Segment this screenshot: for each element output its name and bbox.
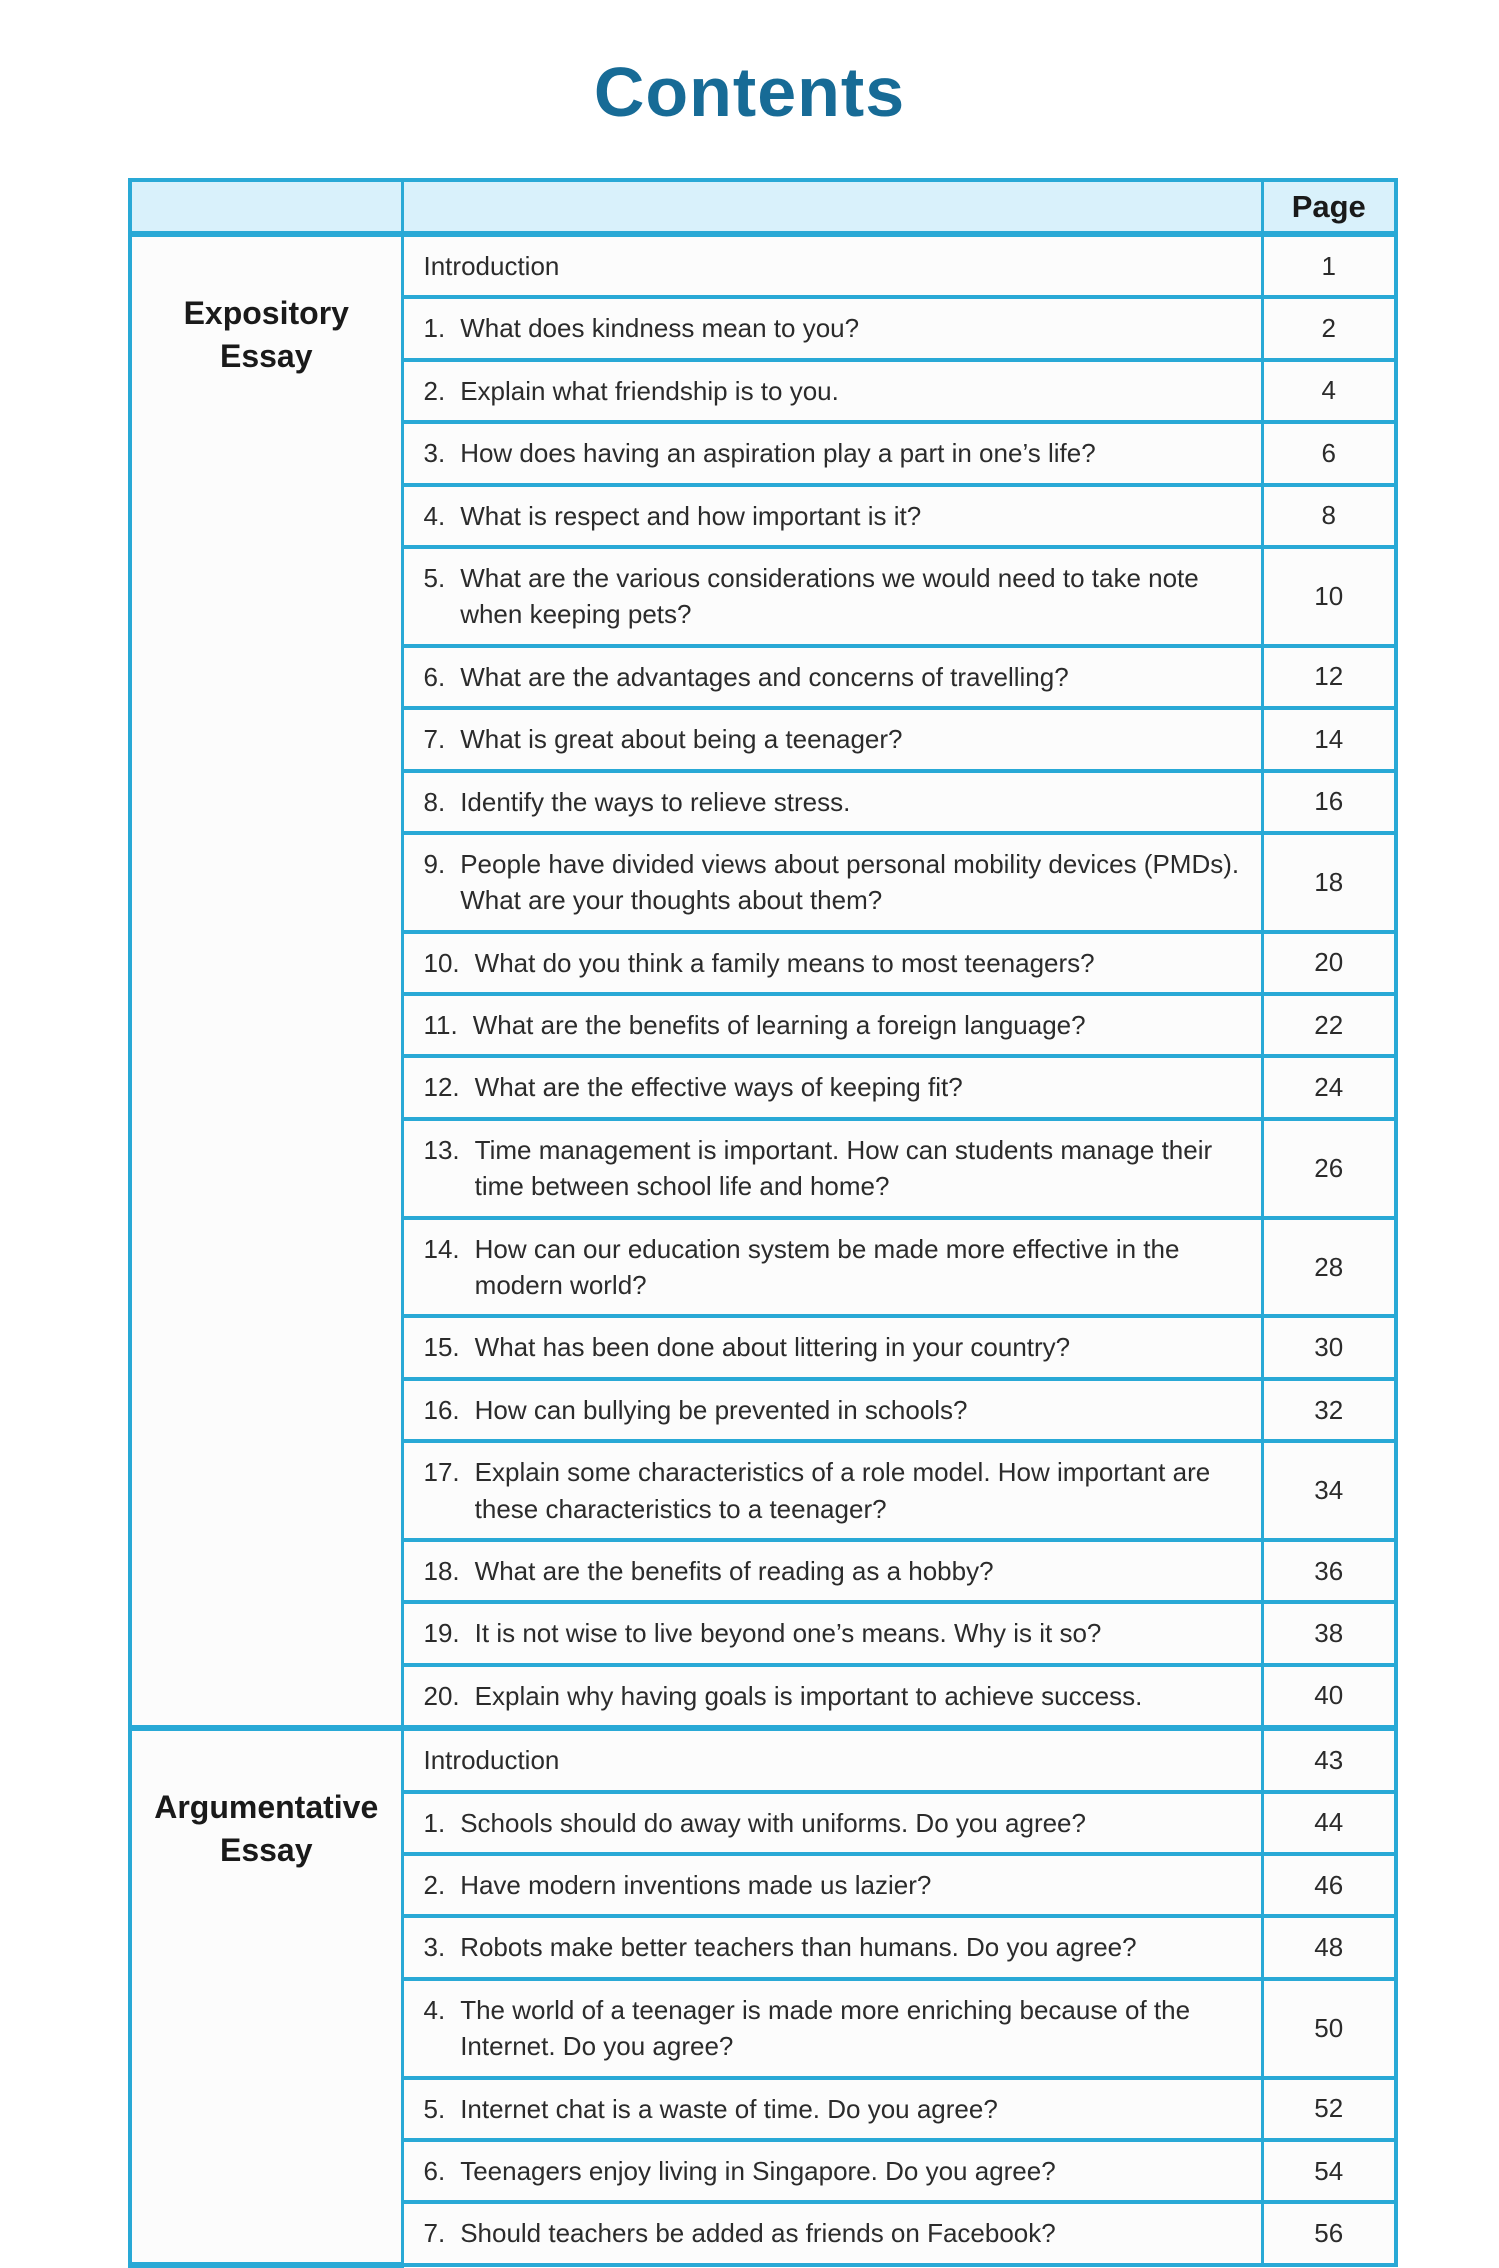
toc-entry-text: Explain why having goals is important to achieve success. [474,1680,1143,1711]
toc-entry-cell [402,2140,1262,2202]
toc-entry-cell [402,1218,1262,1317]
toc-entry-text: What is great about being a teenager? [460,724,903,755]
toc-page-number-cell: 32 [1262,1379,1396,1441]
toc-entry-cell [402,1979,1262,2078]
toc-entry-number: 5. [423,562,446,593]
toc-entry-text: How does having an aspiration play a part in one’s life? [460,438,1096,469]
toc-entry-cell [402,547,1262,646]
toc-entry-number: 15. [423,1332,460,1363]
toc-page-number-cell: 22 [1262,994,1396,1056]
toc-entry-cell [402,708,1262,770]
toc-entry [424,1007,1243,1043]
toc-page-number-cell: 28 [1262,1218,1396,1317]
toc-entry-number: 2. [423,375,446,406]
toc-page-number-cell: 16 [1262,771,1396,833]
toc-page-number-cell: 8 [1262,485,1396,547]
toc-entry-text: What are the effective ways of keeping fit? [474,1072,963,1103]
contents-table [128,178,1398,2268]
toc-entry-cell [402,1540,1262,1602]
toc-page-number-cell: 1 [1262,234,1396,297]
toc-entry-cell [402,297,1262,359]
toc-row [130,1728,1396,1791]
toc-page-number-cell: 34 [1262,1441,1396,1540]
toc-entry-text: Introduction [423,1745,560,1776]
toc-entry-text: Explain some characteristics of a role model. How important are these characteristics to a teenager? [474,1457,1211,1524]
toc-entry-cell [402,646,1262,708]
toc-entry-cell [402,1792,1262,1854]
toc-page-number-cell: 4 [1262,360,1396,422]
toc-entry [424,498,1243,534]
toc-page-number-cell: 2 [1262,297,1396,359]
toc-entry [424,2215,1243,2251]
toc-entry [424,1678,1243,1714]
toc-entry [424,1615,1243,1651]
toc-entry-text: Internet chat is a waste of time. Do you agree? [460,2093,998,2124]
toc-entry-text: Schools should do away with uniforms. Do you agree? [460,1807,1086,1838]
toc-entry-cell [402,360,1262,422]
toc-entry-cell [402,1056,1262,1118]
toc-entry-number: 17. [423,1457,460,1488]
toc-entry-number: 11. [423,1010,458,1041]
toc-entry-cell [402,833,1262,932]
section-label-cell [130,234,402,1728]
toc-entry-number: 14. [423,1233,460,1264]
toc-entry-number: 8. [423,786,446,817]
toc-page-number-cell: 24 [1262,1056,1396,1118]
toc-entry [424,2153,1243,2189]
toc-entry [424,1392,1243,1428]
toc-page-number-cell: 54 [1262,2140,1396,2202]
header-entry-cell [402,180,1262,234]
toc-page-number-cell: 26 [1262,1119,1396,1218]
toc-page-number-cell: 20 [1262,932,1396,994]
toc-entry-number: 12. [423,1072,460,1103]
toc-page-number-cell: 56 [1262,2202,1396,2264]
toc-page-number-cell: 48 [1262,1916,1396,1978]
toc-entry-number: 4. [423,500,446,531]
toc-page-number-cell: 50 [1262,1979,1396,2078]
toc-entry [424,1742,1243,1778]
toc-entry-cell [402,234,1262,297]
toc-entry [424,560,1243,633]
toc-entry [424,846,1243,919]
toc-page-number-cell: 10 [1262,547,1396,646]
toc-entry-cell [402,1602,1262,1664]
toc-entry-text: It is not wise to live beyond one’s means. Why is it so? [474,1618,1102,1649]
toc-entry-cell [402,2078,1262,2140]
toc-entry-cell [402,771,1262,833]
toc-entry [424,1069,1243,1105]
toc-page-number-cell: 52 [1262,2078,1396,2140]
toc-entry [424,659,1243,695]
toc-entry-number: 6. [423,661,446,692]
toc-entry-number: 20. [423,1680,460,1711]
toc-entry-text: What are the various considerations we would need to take note when keeping pets? [460,562,1199,630]
toc-entry-number: 6. [423,2155,446,2186]
toc-entry-number: 10. [423,947,460,978]
toc-entry-number: 13. [423,1134,460,1165]
toc-page-number-cell: 14 [1262,708,1396,770]
toc-entry-number: 3. [423,1932,446,1963]
header-row [130,180,1396,234]
toc-entry-text: What does kindness mean to you? [460,313,860,344]
toc-entry [424,1454,1243,1527]
toc-entry [424,945,1243,981]
toc-page-number-cell: 46 [1262,1854,1396,1916]
toc-entry-cell [402,1119,1262,1218]
toc-entry-cell [402,1665,1262,1728]
toc-entry-text: Have modern inventions made us lazier? [460,1869,932,1900]
toc-entry-text: What is respect and how important is it? [460,500,922,531]
toc-page-number-cell: 38 [1262,1602,1396,1664]
toc-entry [424,1867,1243,1903]
toc-entry [424,373,1243,409]
contents-table-body [130,234,1396,2265]
toc-entry-text: How can our education system be made more effective in the modern world? [474,1233,1180,1301]
toc-entry-cell [402,422,1262,484]
toc-entry [424,435,1243,471]
toc-entry-text: How can bullying be prevented in schools? [474,1394,968,1425]
toc-entry-text: The world of a teenager is made more enriching because of the Internet. Do you agree? [460,1994,1191,2062]
contents-table-wrapper [128,178,1394,2268]
toc-page-number-cell: 30 [1262,1316,1396,1378]
toc-entry-text: Teenagers enjoy living in Singapore. Do you agree? [460,2155,1056,2186]
toc-entry-number: 18. [423,1555,460,1586]
toc-entry-number: 19. [423,1618,460,1649]
toc-entry-text: Explain what friendship is to you. [460,375,839,406]
toc-entry [424,310,1243,346]
toc-entry [424,248,1243,284]
toc-entry [424,1805,1243,1841]
toc-entry-number: 2. [423,1869,446,1900]
toc-entry-number: 5. [423,2093,446,2124]
toc-entry [424,1992,1243,2065]
toc-entry-number: 7. [423,724,446,755]
toc-entry-number: 16. [423,1394,460,1425]
toc-entry-number: 3. [423,438,446,469]
toc-entry-number: 7. [423,2218,446,2249]
toc-entry [424,784,1243,820]
toc-entry-number: 4. [423,1994,446,2025]
toc-entry-number: 1. [423,1807,446,1838]
toc-entry-text: Robots make better teachers than humans. Do you agree? [460,1932,1137,1963]
toc-entry-text: People have divided views about personal mobility devices (PMDs). What are your thoughts about them? [460,848,1240,916]
toc-entry-cell [402,1316,1262,1378]
toc-entry-number: 9. [423,848,446,879]
page-title: Contents [593,53,906,131]
section-label: Argumentative Essay [154,1789,379,1869]
toc-page-number-cell: 43 [1262,1728,1396,1791]
toc-entry [424,1929,1243,1965]
toc-entry-cell [402,485,1262,547]
section-label-cell [130,1728,402,2265]
toc-entry-cell [402,932,1262,994]
toc-entry-cell [402,1916,1262,1978]
toc-entry-text: What has been done about littering in your country? [474,1332,1071,1363]
header-page-cell: Page [1262,180,1396,234]
toc-entry-text: What are the benefits of learning a foreign language? [472,1010,1086,1041]
toc-entry-cell [402,1728,1262,1791]
section-label: Expository Essay [183,295,349,375]
toc-entry-cell [402,994,1262,1056]
toc-entry-number: 1. [423,313,446,344]
toc-page-number-cell: 36 [1262,1540,1396,1602]
toc-entry-text: Should teachers be added as friends on Facebook? [460,2218,1056,2249]
toc-entry-text: What are the benefits of reading as a hobby? [474,1555,994,1586]
toc-entry-cell [402,2202,1262,2264]
toc-entry [424,1132,1243,1205]
toc-entry-text: Introduction [423,251,560,281]
toc-entry-text: Time management is important. How can students manage their time between school life and home? [474,1134,1213,1202]
toc-entry [424,1329,1243,1365]
toc-entry [424,2091,1243,2127]
toc-entry-cell [402,1854,1262,1916]
toc-entry [424,1553,1243,1589]
toc-row [130,234,1396,297]
toc-entry-cell [402,1441,1262,1540]
toc-page-number-cell: 40 [1262,1665,1396,1728]
toc-page-number-cell: 12 [1262,646,1396,708]
toc-page-number-cell: 6 [1262,422,1396,484]
toc-entry [424,1231,1243,1304]
toc-page-number-cell: 18 [1262,833,1396,932]
toc-entry-text: What do you think a family means to most teenagers? [474,947,1095,978]
toc-entry-text: What are the advantages and concerns of travelling? [460,661,1069,692]
header-section-cell [130,180,402,234]
toc-entry-text: Identify the ways to relieve stress. [460,786,851,817]
toc-page-number-cell: 44 [1262,1792,1396,1854]
toc-entry-cell [402,1379,1262,1441]
toc-entry [424,721,1243,757]
